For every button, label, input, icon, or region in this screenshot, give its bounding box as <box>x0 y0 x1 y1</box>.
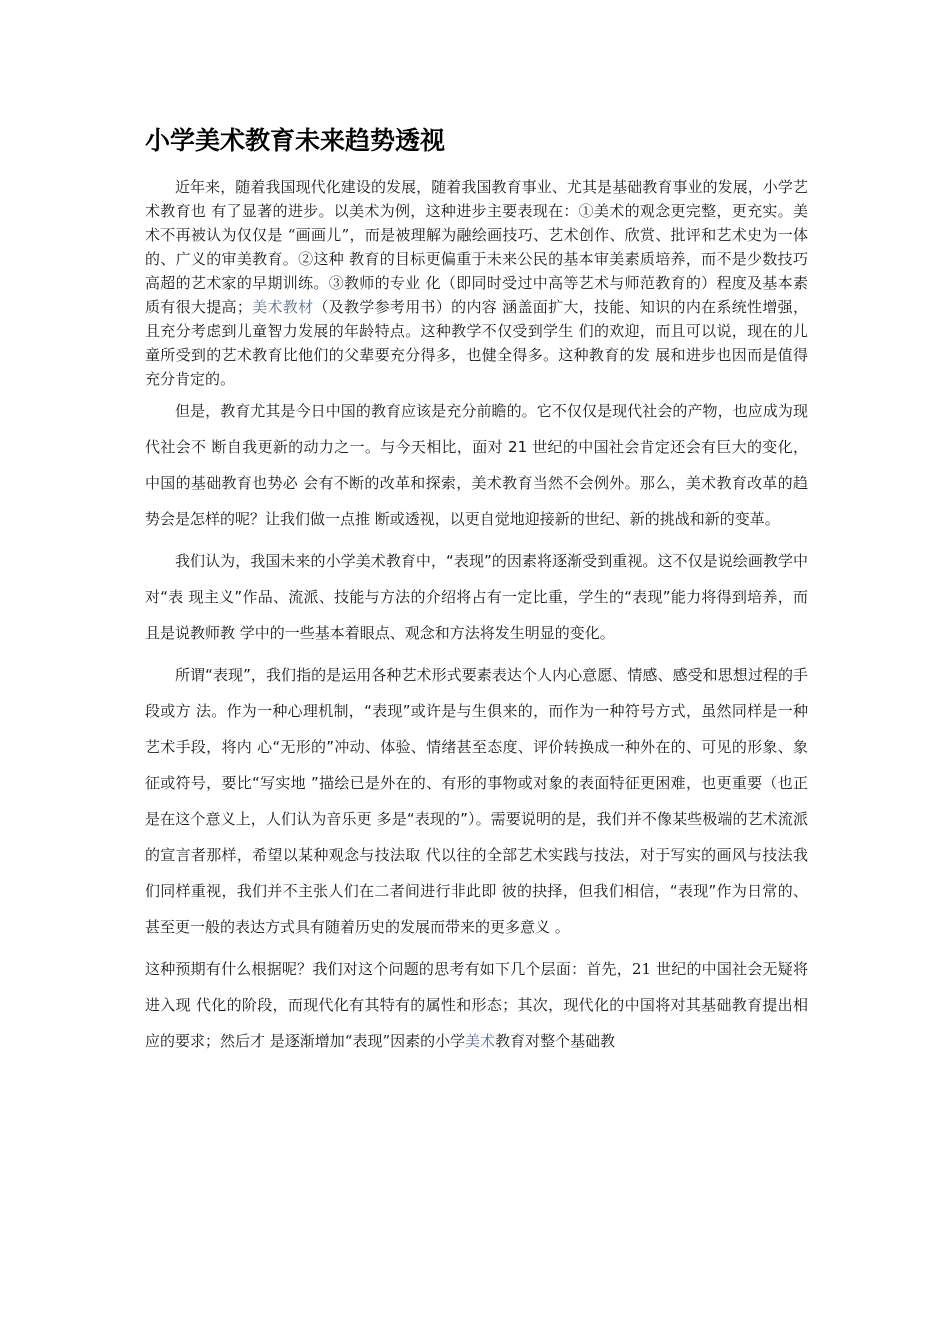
art-link[interactable]: 美术 <box>465 1032 496 1050</box>
paragraph-1-text-a: 近年来，随着我国现代化建设的发展，随着我国教育事业、尤其是基础教育事业的发展，小学艺术教育也 有了显著的进步。以美术为例，这种进步主要表现在：①美术的观念更完整，更充实。美术不再被认为仅仅是 “画画儿”，而是被理解为融绘画技巧、艺术创作、欣赏、批评和艺术史为一体的、广义的审美教育。②这种 教育的目标更偏重于未来公民的基本审美素质培养，而不是少数技巧高超的艺术家的早期训练。③教师的专业 化（即同时受过中高等艺术与师范教育的）程度及基本素质有很大提高； <box>145 178 808 316</box>
paragraph-2: 但是，教育尤其是今日中国的教育应该是充分前瞻的。它不仅仅是现代社会的产物，也应成为现代社会不 断自我更新的动力之一。与今天相比，面对 21 世纪的中国社会肯定还会有巨大的变化，中国的基础教育也势必 会有不断的改革和探索，美术教育当然不会例外。那么，美术教育改革的趋势会是怎样的呢？让我们做一点推 断或透视，以更自觉地迎接新的世纪、新的挑战和新的变革。 <box>145 402 808 528</box>
paragraph-5-text-a: 这种预期有什么根据呢？我们对这个问题的思考有如下几个层面：首先，21 世纪的中国社会无疑将进入现 代化的阶段，而现代化有其特有的属性和形态；其次，现代化的中国将对其基础教育提出相应的要求；然后才 是逐渐增加“表现”因素的小学 <box>145 960 808 1050</box>
paragraph-5-text-b: 教育对整个基础教 <box>495 1032 616 1050</box>
document-body <box>145 124 808 1059</box>
paragraph-5 <box>145 951 808 1059</box>
paragraph-1-text-b: （及教学参考用书）的内容 涵盖面扩大，技能、知识的内在系统性增强，且充分考虑到儿童智力发展的年龄特点。这种教学不仅受到学生 们的欢迎，而且可以说，现在的儿童所受到的艺术教育比他们的父辈要充分得多，也健全得多。这种教育的发 展和进步也因而是值得充分肯定的。 <box>145 298 808 388</box>
textbook-link[interactable]: 美术教材 <box>251 298 314 316</box>
paragraph-4: 所谓“表现”，我们指的是运用各种艺术形式要素表达个人内心意愿、情感、感受和思想过程的手段或方 法。作为一种心理机制，“表现”或许是与生俱来的，而作为一种符号方式，虽然同样是一种艺术手段，将内 心“无形的”冲动、体验、情绪甚至态度、评价转换成一种外在的、可见的形象、象征或符号，要比“写实地 ”描绘已是外在的、有形的事物或对象的表面特征更困难，也更重要（也正是在这个意义上，人们认为音乐更 多是“表现的”）。需要说明的是，我们并不像某些极端的艺术流派的宣言者那样，希望以某种观念与技法取 代以往的全部艺术实践与技法，对于写实的画风与技法我们同样重视，我们并不主张人们在二者间进行非此即 彼的抉择，但我们相信，“表现”作为日常的、甚至更一般的表达方式具有随着历史的发展而带来的更多意义 。 <box>145 666 808 936</box>
paragraph-3: 我们认为，我国未来的小学美术教育中，“表现”的因素将逐渐受到重视。这不仅是说绘画教学中对“表 现主义”作品、流派、技能与方法的介绍将占有一定比重，学生的“表现”能力将得到培养，而且是说教师教 学中的一些基本着眼点、观念和方法将发生明显的变化。 <box>145 552 808 642</box>
document-title: 小学美术教育未来趋势透视 <box>145 126 446 155</box>
paragraph-1 <box>145 175 808 391</box>
